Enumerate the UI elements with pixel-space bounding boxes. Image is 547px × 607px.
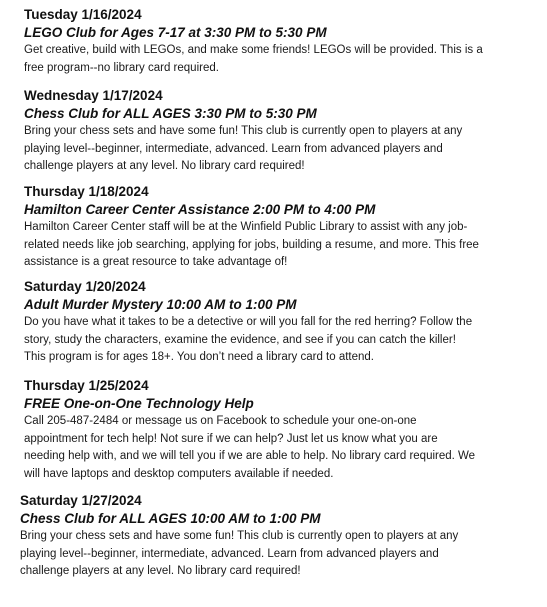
event-date: Saturday 1/27/2024 <box>20 493 142 508</box>
description-line: Hamilton Career Center staff will be at the Winfield Public Library to assist with any job- <box>24 221 468 233</box>
event-description <box>20 528 547 581</box>
description-line: story, study the characters, examine the evidence, and see if you can catch the killer! <box>24 333 456 346</box>
description-line: appointment for tech help! Not sure if we can help? Just let us know what you are <box>24 432 438 445</box>
event-entry <box>0 87 547 176</box>
event-description <box>24 413 547 483</box>
event-description <box>24 123 547 176</box>
description-line: needing help with, and we will tell you if we are able to help. No library card required. We <box>24 450 476 462</box>
event-date: Wednesday 1/17/2024 <box>24 88 163 103</box>
description-line: free program--no library card required. <box>24 61 219 74</box>
event-title: Chess Club for ALL AGES 10:00 AM to 1:00 PM <box>20 511 321 526</box>
event-date: Saturday 1/20/2024 <box>24 279 146 294</box>
event-title: LEGO Club for Ages 7-17 at 3:30 PM to 5:30 PM <box>24 25 327 40</box>
description-line: assistance is a great resource to take advantage of! <box>24 256 288 268</box>
event-description <box>24 42 547 77</box>
event-entry <box>0 183 547 272</box>
description-line: playing level--beginner, intermediate, advanced. Learn from advanced players and <box>24 142 443 155</box>
event-description <box>24 314 547 367</box>
description-line: related needs like job searching, applying for jobs, building a resume, and more. This free <box>24 238 479 251</box>
event-title: Chess Club for ALL AGES 3:30 PM to 5:30 PM <box>24 106 317 121</box>
event-title: FREE One-on-One Technology Help <box>24 396 254 411</box>
event-description <box>24 219 547 272</box>
description-line: will have laptops and desktop computers available if needed. <box>24 467 334 480</box>
description-line: Bring your chess sets and have some fun! This club is currently open to players at any <box>20 530 459 542</box>
event-title: Hamilton Career Center Assistance 2:00 PM to 4:00 PM <box>24 202 376 217</box>
description-line: This program is for ages 18+. You don’t need a library card to attend. <box>24 351 375 363</box>
event-date: Thursday 1/18/2024 <box>24 184 149 199</box>
event-date: Tuesday 1/16/2024 <box>24 7 142 22</box>
event-entry <box>0 278 547 367</box>
event-entry <box>0 6 547 77</box>
event-entry <box>0 492 547 581</box>
event-date: Thursday 1/25/2024 <box>24 378 149 393</box>
description-line: Get creative, build with LEGOs, and make some friends! LEGOs will be provided. This is a <box>24 44 483 56</box>
description-line: Do you have what it takes to be a detective or will you fall for the red herring? Follow the <box>24 316 473 328</box>
description-line: Bring your chess sets and have some fun! This club is currently open to players at any <box>24 125 463 137</box>
description-line: playing level--beginner, intermediate, advanced. Learn from advanced players and <box>20 547 439 560</box>
description-line: Call 205-487-2484 or message us on Facebook to schedule your one-on-one <box>24 415 417 427</box>
event-title: Adult Murder Mystery 10:00 AM to 1:00 PM <box>24 297 297 312</box>
event-entry <box>0 377 547 483</box>
description-line: challenge players at any level. No library card required! <box>24 160 305 172</box>
description-line: challenge players at any level. No library card required! <box>20 565 301 577</box>
